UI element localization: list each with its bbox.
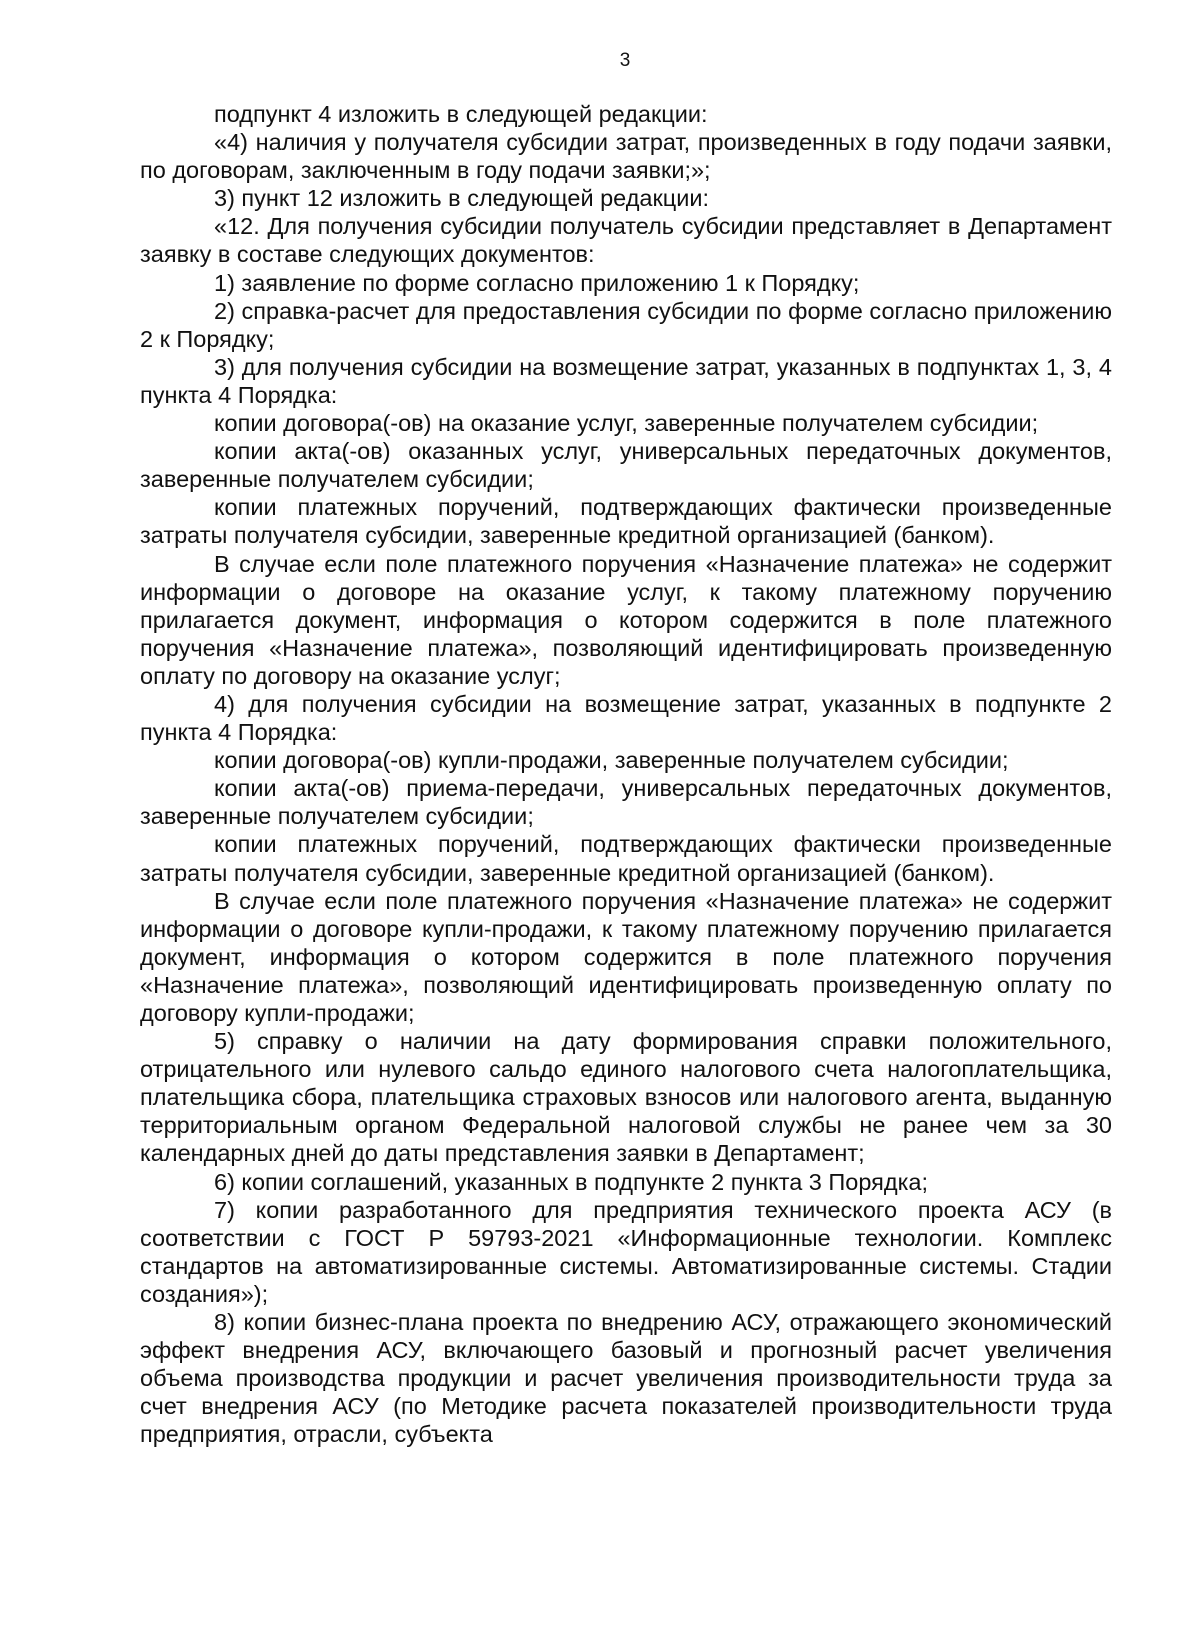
paragraph-subpoint-4-intro: подпункт 4 изложить в следующей редакции: [214, 101, 708, 127]
page-number: 3 [619, 50, 631, 71]
list-item-3-payment-note: В случае если поле платежного поручения «Назначение платежа» не содержит информации о договоре на оказание услуг, к такому платежному поручению прилагается документ, информация о котором содержится в поле платежного поручения «Назначение платежа», позволяющий идентифицировать произведенную оплату по договору на оказание услуг; [140, 550, 1112, 689]
list-item-4-contracts: копии договора(-ов) купли-продажи, заверенные получателем субсидии; [214, 747, 1009, 774]
list-item-3-payments: копии платежных поручений, подтверждающих фактически произведенные затраты получателя субсидии, заверенные кредитной организацией (банком). [140, 494, 1112, 549]
list-item-3: 3) для получения субсидии на возмещение затрат, указанных в подпунктах 1, 3, 4 пункта 4 Порядка: [140, 353, 1112, 408]
list-item-7: 7) копии разработанного для предприятия технического проекта АСУ (в соответствии с ГОСТ Р 59793-2021 «Информационные технологии. Комплекс стандартов на автоматизированные системы. Автоматизированные системы. Стадии создания»); [140, 1196, 1112, 1307]
paragraph-subpoint-4-text: «4) наличия у получателя субсидии затрат, произведенных в году подачи заявки, по договорам, заключенным в году подачи заявки;»; [140, 129, 1112, 184]
list-item-3-contracts: копии договора(-ов) на оказание услуг, заверенные получателем субсидии; [214, 410, 1039, 437]
list-item-2: 2) справка-расчет для предоставления субсидии по форме согласно приложению 2 к Порядку; [140, 297, 1112, 352]
list-item-8: 8) копии бизнес-плана проекта по внедрению АСУ, отражающего экономический эффект внедрения АСУ, включающего базовый и прогнозный расчет увеличения объема производства продукции и расчет увеличения производительности труда за счет внедрения АСУ (по Методике расчета показателей производительности труда предприятия, отрасли, субъекта [140, 1309, 1112, 1448]
list-item-1: 1) заявление по форме согласно приложению 1 к Порядку; [214, 269, 860, 296]
list-item-4-payment-note: В случае если поле платежного поручения «Назначение платежа» не содержит информации о договоре купли-продажи, к такому платежному поручению прилагается документ, информация о котором содержится в поле платежного поручения «Назначение платежа», позволяющий идентифицировать произведенную оплату по договору купли-продажи; [140, 887, 1112, 1026]
list-item-4-payments: копии платежных поручений, подтверждающих фактически произведенные затраты получателя субсидии, заверенные кредитной организацией (банком). [140, 831, 1112, 886]
list-item-4-acts: копии акта(-ов) приема-передачи, универсальных передаточных документов, заверенные получателем субсидии; [140, 775, 1112, 830]
list-item-5: 5) справку о наличии на дату формирования справки положительного, отрицательного или нулевого сальдо единого налогового счета налогоплательщика, плательщика сбора, плательщика страховых взносов или налогового агента, выданную территориальным органом Федеральной налоговой службы не ранее чем за 30 календарных дней до даты представления заявки в Департамент; [140, 1028, 1112, 1167]
list-item-3-acts: копии акта(-ов) оказанных услуг, универсальных передаточных документов, заверенные получателем субсидии; [140, 438, 1112, 493]
paragraph-point-12-intro: 3) пункт 12 изложить в следующей редакции: [214, 185, 710, 212]
list-item-4: 4) для получения субсидии на возмещение затрат, указанных в подпункте 2 пункта 4 Порядка: [140, 690, 1112, 746]
list-item-6: 6) копии соглашений, указанных в подпункте 2 пункта 3 Порядка; [214, 1168, 928, 1195]
document-body [140, 100, 1112, 1449]
paragraph-point-12-text: «12. Для получения субсидии получатель субсидии представляет в Департамент заявку в составе следующих документов: [140, 213, 1112, 268]
